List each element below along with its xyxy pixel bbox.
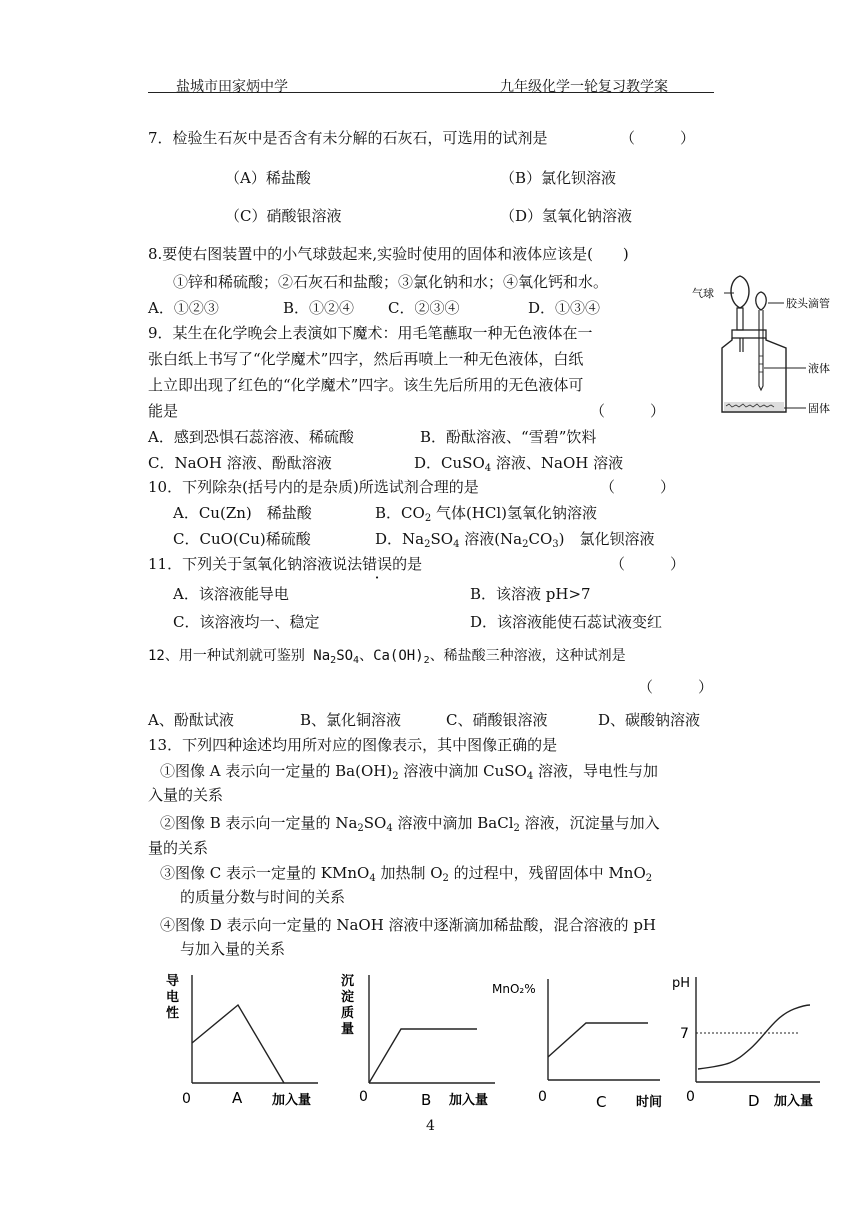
q10-option-b: B．$CO_2$ 气体(HCl)氢氧化钠溶液 [375, 504, 598, 524]
q8-stem: 8.要使右图装置中的小气球鼓起来,实验时使用的固体和液体应该是( ) [148, 245, 629, 263]
q13-item2-cont: 量的关系 [148, 839, 209, 857]
q9-option-b: B．酚酞溶液、“雪碧”饮料 [420, 428, 597, 446]
q9-option-a: A．感到恐惧石蕊溶液、稀硫酸 [148, 428, 354, 446]
q13-item4-cont: 与加入量的关系 [180, 940, 286, 958]
graph-b-xlabel: 加入量 [449, 1093, 489, 1108]
q9-option-c: C．NaOH 溶液、酚酞溶液 [148, 454, 332, 472]
fig-label-solid: 固体 [808, 402, 830, 415]
q10-option-c: C．CuO(Cu)稀硫酸 [173, 530, 311, 548]
graph-c [490, 965, 670, 1115]
balloon-icon [731, 276, 749, 308]
q10-option-a: A．Cu(Zn) 稀盐酸 [173, 504, 312, 522]
q7-option-c: （C）硝酸银溶液 [225, 207, 342, 225]
q12-option-a: A、酚酞试液 [148, 711, 234, 729]
q13-item4: ④图像 D 表示向一定量的 NaOH 溶液中逐渐滴加稀盐酸，混合溶液的 pH [160, 916, 656, 934]
q7-stem: 7．检验生石灰中是否含有未分解的石灰石，可选用的试剂是 [148, 129, 548, 147]
graph-a-name: A [232, 1089, 243, 1107]
q13-item3: ③图像 C 表示一定量的 KMnO$_4$ 加热制 $O_2$ 的过程中，残留固体中 MnO$_2$ [160, 864, 653, 884]
graph-a [160, 965, 330, 1115]
q7-option-b: （B）氯化钡溶液 [500, 169, 617, 187]
page-number: 4 [426, 1118, 435, 1134]
q13-item1: ①图像 A 表示向一定量的 $Ba(OH)_2$ 溶液中滴加 CuSO$_4$ 溶液，导电性与加 [160, 762, 658, 782]
graph-d-xlabel: 加入量 [774, 1094, 814, 1109]
graph-d-origin: 0 [686, 1089, 695, 1105]
q11-stem: 11．下列关于氢氧化钠溶液说法错误的是 [148, 555, 423, 573]
graph-b-curve [369, 1029, 477, 1083]
q12-option-d: D、碳酸钠溶液 [598, 711, 701, 729]
graph-a-ylabel-1: 导 [166, 974, 180, 989]
q12-option-b: B、氯化铜溶液 [300, 711, 402, 729]
q13-item3-cont: 的质量分数与时间的关系 [180, 888, 346, 906]
graph-d [670, 965, 840, 1115]
q10-stem: 10．下列除杂(括号内的是杂质)所选试剂合理的是 [148, 478, 479, 496]
graph-a-xlabel: 加入量 [272, 1093, 312, 1108]
q13-item2: ②图像 B 表示向一定量的 $Na_2SO_4$ 溶液中滴加 BaCl$_2$ 溶液，沉淀量与加入 [160, 814, 660, 834]
q9-option-d: D．CuSO$_4$ 溶液、NaOH 溶液 [414, 454, 624, 474]
q9-line2: 张白纸上书写了“化学魔术”四字，然后再喷上一种无色液体，白纸 [148, 350, 584, 368]
graph-a-curve [192, 1005, 284, 1083]
graph-c-ylabel: MnO₂% [492, 982, 536, 996]
graph-b [335, 965, 505, 1115]
graph-a-origin: 0 [182, 1091, 191, 1107]
q11-answer-paren: （ ） [610, 555, 686, 573]
q11-option-c: C．该溶液均一、稳定 [173, 613, 320, 631]
q12-option-c: C、硝酸银溶液 [446, 711, 548, 729]
graph-d-name: D [748, 1092, 760, 1110]
q9-line4: 能是 [148, 402, 179, 420]
graph-c-origin: 0 [538, 1089, 547, 1105]
graph-b-origin: 0 [359, 1089, 368, 1105]
graph-b-ylabel-3: 质 [341, 1006, 355, 1021]
q12-stem: 12、用一种试剂就可鉴别 $Na_2SO_4$、$Ca(OH)_2$、稀盐酸三种溶液，这种试剂是 [148, 648, 626, 666]
q11-option-a: A．该溶液能导电 [173, 585, 289, 603]
header-school: 盐城市田家炳中学 [176, 79, 288, 95]
graph-a-ylabel-2: 电 [166, 990, 180, 1005]
fig-label-dropper: 胶头滴管 [786, 297, 830, 310]
q9-line3: 上立即出现了红色的“化学魔术”四字。该生先后所用的无色液体可 [148, 376, 584, 394]
q12-answer-paren: （ ） [638, 678, 714, 696]
q10-option-d: D．$Na_2SO_4$ 溶液$(Na_2CO_3)$ 氯化钡溶液 [375, 530, 655, 550]
q7-option-d: （D）氢氧化钠溶液 [500, 207, 633, 225]
q10-answer-paren: （ ） [600, 478, 676, 496]
fig-label-balloon: 气球 [692, 287, 714, 300]
graph-b-name: B [421, 1091, 432, 1109]
q8-option-d: D．①③④ [528, 299, 601, 317]
graph-c-xlabel: 时间 [636, 1095, 663, 1110]
graph-b-ylabel-2: 淀 [341, 990, 355, 1005]
graph-b-ylabel-4: 量 [341, 1022, 355, 1037]
q9-answer-paren: （ ） [590, 402, 666, 420]
fig-label-liquid: 液体 [808, 362, 830, 375]
q11-option-d: D．该溶液能使石蕊试液变红 [470, 613, 663, 631]
graph-d-ylabel: pH [672, 976, 691, 991]
q7-answer-paren: （ ） [620, 129, 696, 147]
q7-option-a: （A）稀盐酸 [225, 169, 311, 187]
graph-b-ylabel-1: 沉 [341, 974, 355, 989]
graph-d-tick-7: 7 [680, 1026, 689, 1042]
header-course: 九年级化学一轮复习教学案 [500, 79, 668, 95]
graph-a-ylabel-3: 性 [166, 1006, 180, 1021]
graph-c-name: C [596, 1093, 607, 1111]
header-rule [148, 92, 714, 93]
q8-apparatus-figure [688, 268, 848, 418]
q8-option-a: A．①②③ [148, 299, 219, 317]
graph-d-curve [698, 1005, 810, 1069]
q13-item1-cont: 入量的关系 [148, 786, 224, 804]
q9-line1: 9．某生在化学晚会上表演如下魔术：用毛笔蘸取一种无色液体在一 [148, 324, 593, 342]
q8-option-c: C．②③④ [388, 299, 460, 317]
q13-stem: 13．下列四种途述均用所对应的图像表示，其中图像正确的是 [148, 736, 558, 754]
dropper-icon [756, 292, 767, 310]
q8-list: ①锌和稀硫酸；②石灰石和盐酸；③氯化钠和水；④氧化钙和水。 [173, 273, 609, 291]
q11-option-b: B．该溶液 pH>7 [470, 585, 591, 603]
graph-c-curve [548, 1023, 648, 1057]
q8-option-b: B．①②④ [283, 299, 355, 317]
